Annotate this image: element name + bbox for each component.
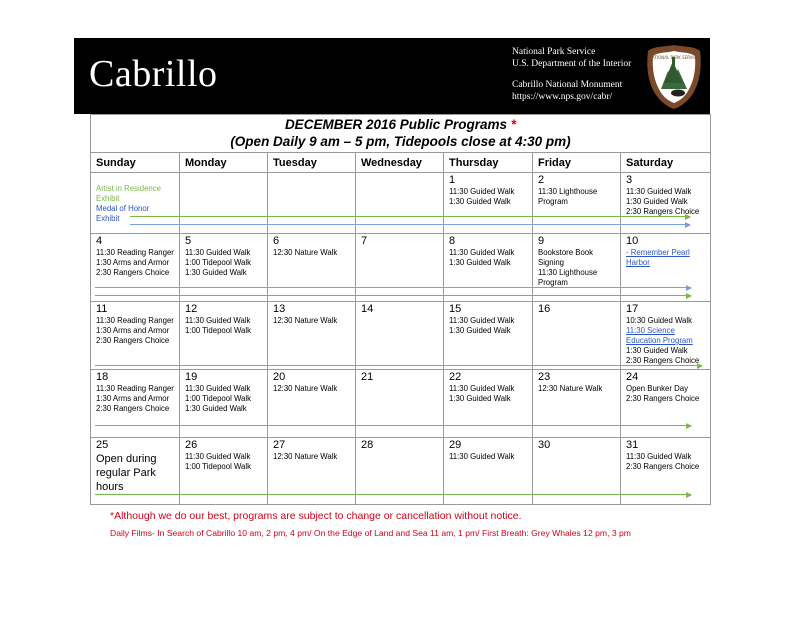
header-banner	[74, 38, 710, 114]
event-item: 1:00 Tidepool Walk	[185, 462, 252, 471]
event-item: hours	[96, 481, 124, 493]
event-item: 1:30 Arms and Armor	[96, 258, 170, 267]
event-item: 2:30 Rangers Choice	[96, 268, 170, 277]
event-item: 1:30 Guided Walk	[449, 258, 511, 267]
day-cell	[268, 234, 356, 302]
exhibit-arrow	[130, 224, 690, 225]
weekday-header: Thursday	[444, 153, 533, 173]
event-item: Exhibit	[96, 214, 120, 223]
event-item: 11:30 Guided Walk	[449, 316, 515, 325]
day-cell	[356, 302, 444, 370]
nps-arrowhead-logo	[644, 43, 704, 111]
event-item: 11:30 Guided Walk	[626, 187, 692, 196]
weekday-header: Wednesday	[356, 153, 444, 173]
day-number: 3	[626, 174, 633, 186]
event-item: 12:30 Nature Walk	[538, 384, 603, 393]
day-cell	[621, 234, 711, 302]
event-item: 10:30 Guided Walk	[626, 316, 693, 325]
day-number: 18	[96, 371, 109, 383]
event-item: 12:30 Nature Walk	[273, 316, 338, 325]
event-item: 1:00 Tidepool Walk	[185, 394, 252, 403]
day-cell	[356, 234, 444, 302]
day-cell	[268, 302, 356, 370]
weekday-header-row	[91, 153, 711, 173]
event-item: 11:30 Guided Walk	[449, 452, 515, 461]
event-item: Artist in Residence	[96, 184, 162, 193]
day-cell	[621, 302, 711, 370]
event-item: 11:30 Guided Walk	[626, 452, 692, 461]
day-number: 7	[361, 235, 368, 247]
day-cell	[533, 234, 621, 302]
event-item: 1:30 Guided Walk	[626, 346, 688, 355]
day-number: 30	[538, 439, 551, 451]
day-number: 10	[626, 235, 639, 247]
day-number: 2	[538, 174, 545, 186]
day-number	[361, 173, 443, 174]
event-item: 1:30 Arms and Armor	[96, 326, 170, 335]
day-cell	[444, 370, 533, 438]
event-item: Open during	[96, 453, 157, 465]
calendar-hours: (Open Daily 9 am – 5 pm, Tidepools close at 4:30 pm)	[230, 134, 571, 149]
day-cell	[91, 370, 180, 438]
day-cell	[180, 370, 268, 438]
day-number: 28	[361, 439, 374, 451]
event-link[interactable]: Harbor	[626, 258, 650, 267]
site-url: https://www.nps.gov/cabr/	[512, 92, 613, 102]
event-item: 12:30 Nature Walk	[273, 452, 338, 461]
event-item: 1:30 Guided Walk	[449, 197, 511, 206]
day-number: 29	[449, 439, 462, 451]
svg-text:NATIONAL PARK SERVICE: NATIONAL PARK SERVICE	[649, 55, 699, 60]
event-item: 12:30 Nature Walk	[273, 248, 338, 257]
day-number: 27	[273, 439, 286, 451]
day-cell	[180, 302, 268, 370]
agency-block	[512, 46, 631, 103]
event-item: Program	[538, 197, 568, 206]
event-item: 2:30 Rangers Choice	[96, 336, 170, 345]
event-item: 11:30 Guided Walk	[185, 452, 251, 461]
event-item: 11:30 Guided Walk	[449, 248, 515, 257]
event-item: 11:30 Guided Walk	[185, 384, 251, 393]
day-number: 11	[96, 303, 108, 315]
daily-films: Daily Films- In Search of Cabrillo 10 am, 2 pm, 4 pm/ On the Edge of Land and Sea 11 am, 1 pm/ First Breath: Grey Whales 12 pm, 3 pm	[110, 528, 631, 538]
day-cell	[444, 302, 533, 370]
day-number: 12	[185, 303, 198, 315]
event-item: Medal of Honor	[96, 204, 150, 213]
day-number: 20	[273, 371, 286, 383]
event-item: Program	[538, 278, 568, 287]
day-number: 26	[185, 439, 198, 451]
day-number: 15	[449, 303, 462, 315]
event-item: 11:30 Guided Walk	[185, 316, 251, 325]
day-cell	[268, 370, 356, 438]
day-cell	[533, 370, 621, 438]
calendar-header	[91, 115, 711, 153]
event-item: 1:30 Guided Walk	[449, 394, 511, 403]
event-item: 11:30 Reading Ranger	[96, 384, 174, 393]
event-link[interactable]: 11:30 Science	[626, 326, 675, 335]
event-item: 11:30 Lighthouse	[538, 187, 598, 196]
day-cell	[444, 234, 533, 302]
day-number: 1	[449, 174, 456, 186]
day-number: 14	[361, 303, 374, 315]
program-calendar	[90, 114, 711, 505]
exhibit-arrow	[95, 365, 702, 366]
day-cell	[91, 234, 180, 302]
weekday-header: Monday	[180, 153, 268, 173]
weekday-header: Sunday	[91, 153, 180, 173]
day-number: 24	[626, 371, 639, 383]
day-number: 19	[185, 371, 198, 383]
day-number: 17	[626, 303, 639, 315]
weekday-header: Tuesday	[268, 153, 356, 173]
event-item: 1:00 Tidepool Walk	[185, 326, 252, 335]
event-item: 1:30 Guided Walk	[185, 404, 247, 413]
calendar-title: DECEMBER 2016 Public Programs *	[284, 117, 517, 132]
event-item: 2:30 Rangers Choice	[626, 394, 700, 403]
day-number: 31	[626, 439, 639, 451]
event-item: Open Bunker Day	[626, 384, 688, 393]
event-link[interactable]: Education Program	[626, 336, 693, 345]
day-number: 13	[273, 303, 286, 315]
day-cell	[621, 370, 711, 438]
event-item: 2:30 Rangers Choice	[96, 404, 170, 413]
exhibit-arrow	[95, 425, 691, 426]
day-number: 9	[538, 235, 545, 247]
event-item: 11:30 Reading Ranger	[96, 316, 174, 325]
event-item: Signing	[538, 258, 565, 267]
day-number: 5	[185, 235, 192, 247]
event-item: 11:30 Guided Walk	[449, 187, 515, 196]
park-name: Cabrillo	[89, 53, 218, 95]
event-item: 11:30 Lighthouse	[538, 268, 598, 277]
agency-line: National Park Service	[512, 47, 596, 57]
event-item: 12:30 Nature Walk	[273, 384, 338, 393]
exhibit-arrow	[130, 216, 690, 217]
event-item: Exhibit	[96, 194, 120, 203]
event-item: 1:30 Guided Walk	[449, 326, 511, 335]
day-number: 16	[538, 303, 551, 315]
week-row	[91, 234, 711, 302]
exhibit-arrow	[95, 287, 691, 288]
event-item: 2:30 Rangers Choice	[626, 356, 700, 365]
week-row	[91, 370, 711, 438]
day-number	[273, 173, 355, 174]
day-cell	[91, 302, 180, 370]
event-item: 1:30 Arms and Armor	[96, 394, 170, 403]
event-item: 11:30 Guided Walk	[449, 384, 515, 393]
day-number: 8	[449, 235, 456, 247]
event-item: 11:30 Reading Ranger	[96, 248, 174, 257]
event-item: 1:30 Guided Walk	[185, 268, 247, 277]
event-link[interactable]: - Remember Pearl	[626, 248, 690, 257]
day-number	[185, 173, 267, 174]
event-item: regular Park	[96, 467, 156, 479]
event-item: 1:30 Guided Walk	[626, 197, 688, 206]
day-number: 25	[96, 439, 109, 451]
event-item: 2:30 Rangers Choice	[626, 462, 700, 471]
day-number: 23	[538, 371, 551, 383]
event-item: 11:30 Guided Walk	[185, 248, 251, 257]
event-item: 1:00 Tidepool Walk	[185, 258, 252, 267]
event-item: 2:30 Rangers Choice	[626, 207, 700, 216]
department-line: U.S. Department of the Interior	[512, 59, 632, 69]
day-number: 22	[449, 371, 462, 383]
exhibit-arrow	[95, 295, 691, 296]
week-row	[91, 302, 711, 370]
day-cell	[356, 370, 444, 438]
footer-notes	[110, 510, 631, 539]
day-number: 6	[273, 235, 280, 247]
weekday-header: Friday	[533, 153, 621, 173]
weekday-header: Saturday	[621, 153, 711, 173]
disclaimer-note: *Although we do our best, programs are subject to change or cancellation without notice.	[110, 510, 522, 522]
exhibit-arrow	[95, 494, 691, 495]
day-number: 4	[96, 235, 103, 247]
event-item: Bookstore Book	[538, 248, 594, 257]
day-number: 21	[361, 371, 374, 383]
day-cell	[533, 302, 621, 370]
day-cell	[180, 234, 268, 302]
site-name: Cabrillo National Monument	[512, 80, 623, 90]
